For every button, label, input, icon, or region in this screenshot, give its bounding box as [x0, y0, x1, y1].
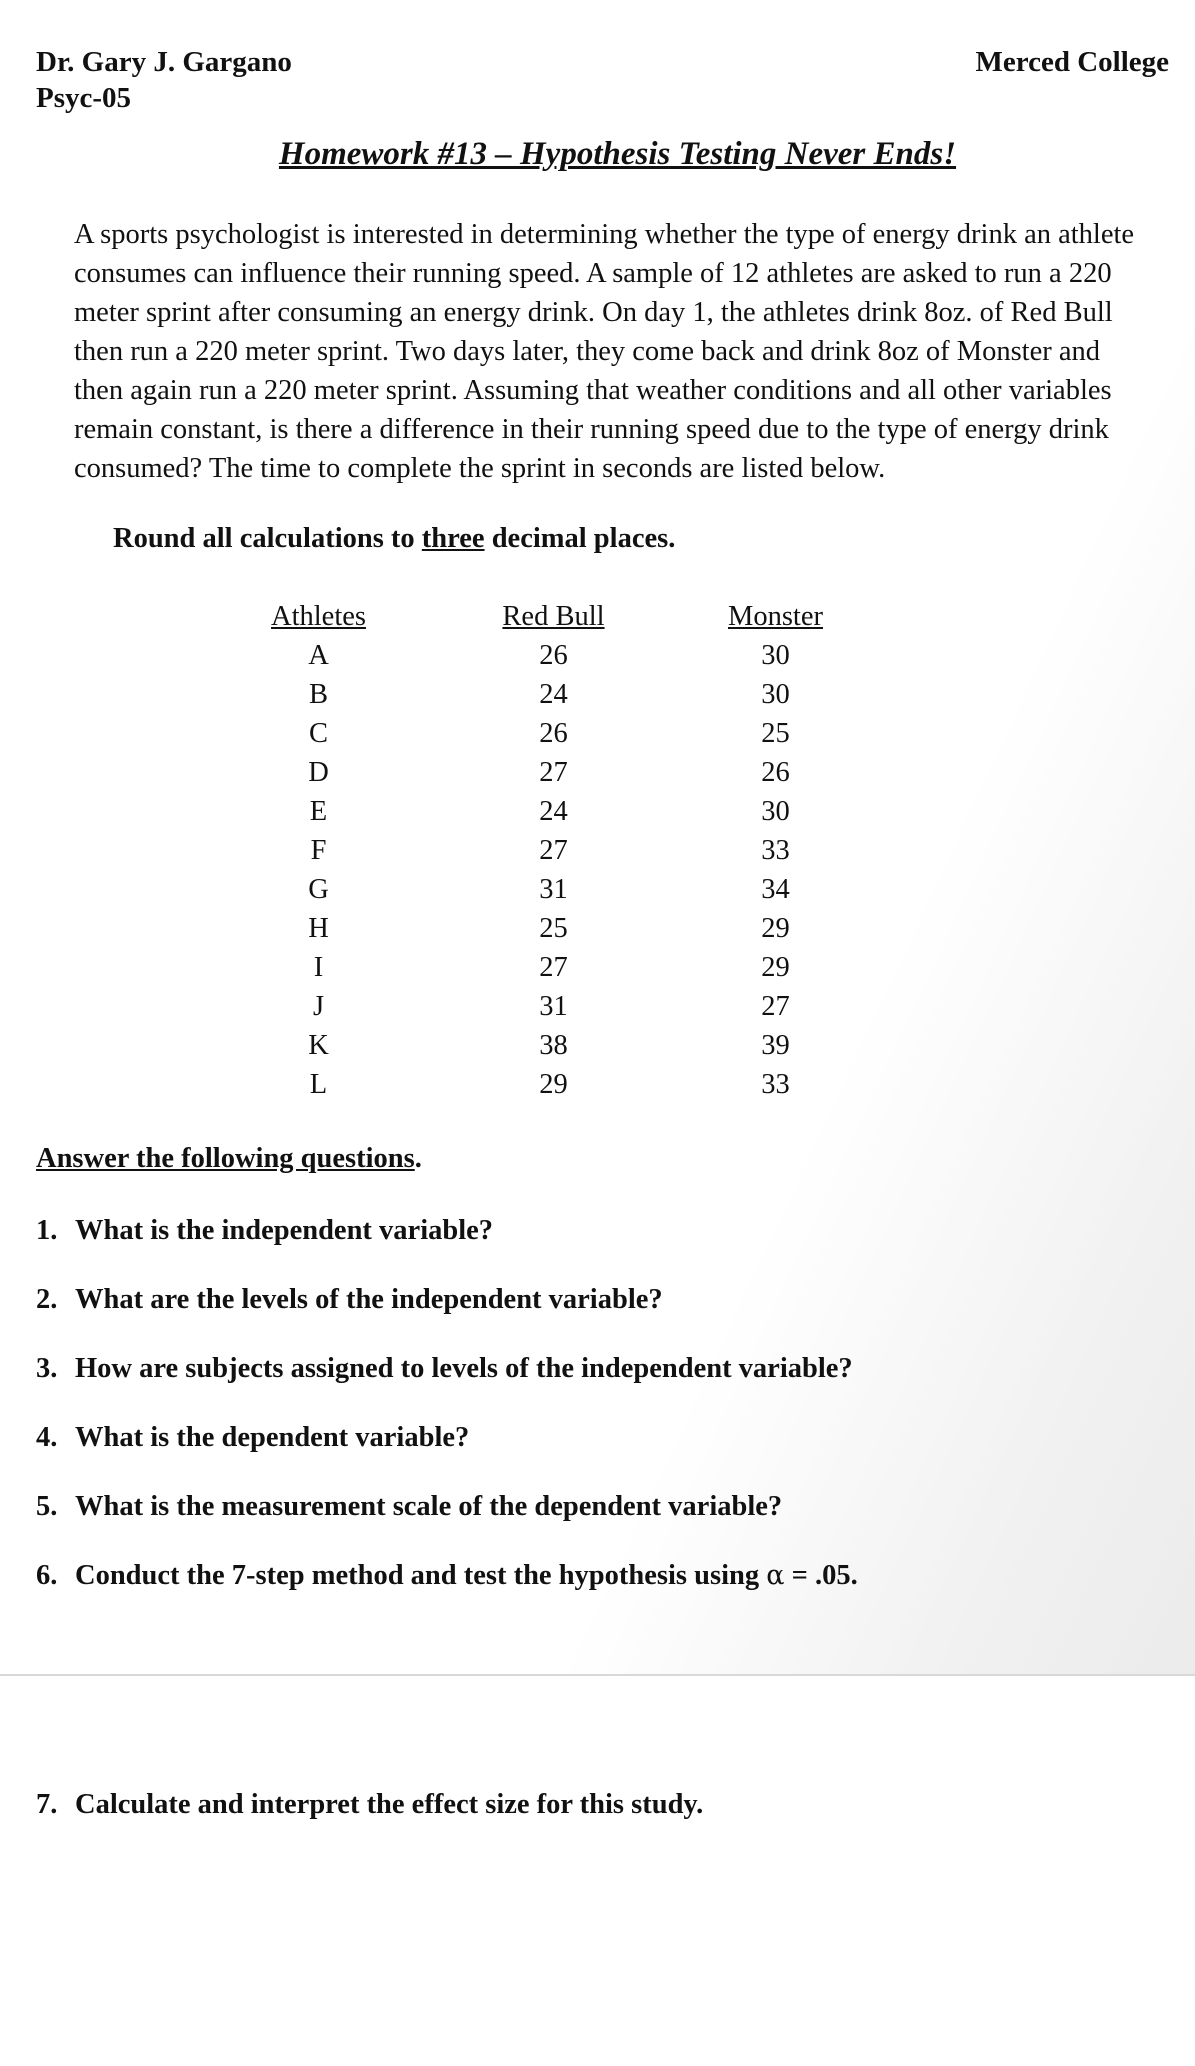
- table-row: [250, 831, 834, 870]
- athlete-cell: D: [308, 757, 329, 788]
- homework-title: Homework #13 – Hypothesis Testing Never Ends!: [278, 136, 957, 172]
- monster-time-cell: 29: [761, 952, 790, 983]
- monster-time-cell: 33: [761, 835, 790, 866]
- athlete-cell: G: [308, 874, 329, 905]
- question-text: What are the levels of the independent variable?: [75, 1284, 663, 1315]
- question-5: [36, 1488, 782, 1526]
- question-4: [36, 1419, 469, 1457]
- red-bull-time-cell: 25: [539, 913, 568, 944]
- red-bull-time-cell: 31: [539, 991, 568, 1022]
- rounding-instruction: [113, 520, 675, 558]
- rounding-text-before: Round all calculations to: [113, 523, 422, 554]
- course-code: Psyc-05: [36, 82, 132, 114]
- description-line: consumes can influence their running speed. A sample of 12 athletes are asked to run a 220: [74, 258, 1112, 289]
- monster-time-cell: 39: [761, 1030, 790, 1061]
- question-number: 7.: [36, 1789, 58, 1820]
- description-line: consumed? The time to complete the sprint in seconds are listed below.: [74, 453, 886, 484]
- question-number: 5.: [36, 1491, 58, 1522]
- question-1: [36, 1212, 493, 1250]
- athlete-cell: C: [308, 718, 328, 749]
- answer-heading: [36, 1140, 422, 1178]
- description-line: remain constant, is there a difference in their running speed due to the type of energy drink: [74, 414, 1109, 445]
- monster-time-cell: 34: [761, 874, 790, 905]
- header-left: [36, 44, 292, 116]
- rounding-text-after: decimal places.: [484, 523, 676, 554]
- table-body: [250, 636, 834, 1104]
- red-bull-time-cell: 27: [539, 757, 568, 788]
- monster-time-cell: 26: [761, 757, 790, 788]
- description-line: then again run a 220 meter sprint. Assuming that weather conditions and all other variables: [74, 375, 1112, 406]
- question-number: 3.: [36, 1353, 58, 1384]
- alpha-symbol: α: [766, 1560, 785, 1591]
- athlete-cell: I: [313, 952, 324, 983]
- description-line: A sports psychologist is interested in determining whether the type of energy drink an athlete: [74, 219, 1135, 250]
- red-bull-time-cell: 29: [539, 1069, 568, 1100]
- table-row: [250, 948, 834, 987]
- athlete-cell: A: [308, 640, 329, 671]
- red-bull-time-cell: 27: [539, 952, 568, 983]
- author-name: Dr. Gary J. Gargano: [36, 46, 292, 78]
- red-bull-time-cell: 26: [539, 718, 568, 749]
- column-header-athletes: Athletes: [271, 601, 366, 632]
- answer-heading-text: Answer the following questions: [36, 1143, 415, 1174]
- monster-time-cell: 25: [761, 718, 790, 749]
- athlete-cell: F: [310, 835, 327, 866]
- rounding-emphasis: three: [421, 523, 485, 554]
- table-row: [250, 909, 834, 948]
- page-break-divider: [0, 1674, 1195, 1676]
- table-row: [250, 753, 834, 792]
- table-row: [250, 1026, 834, 1065]
- sprint-times-table: [250, 597, 834, 1104]
- question-text: What is the dependent variable?: [75, 1422, 470, 1453]
- question-text: Calculate and interpret the effect size for this study.: [75, 1789, 704, 1820]
- column-header-red-bull: Red Bull: [502, 601, 605, 632]
- athlete-cell: K: [308, 1030, 329, 1061]
- question-number: 2.: [36, 1284, 58, 1315]
- question-number: 4.: [36, 1422, 58, 1453]
- question-3: [36, 1350, 853, 1388]
- question-text: What is the independent variable?: [75, 1215, 494, 1246]
- column-header-monster: Monster: [728, 601, 823, 632]
- description-line: then run a 220 meter sprint. Two days later, they come back and drink 8oz of Monster and: [74, 336, 1101, 367]
- athlete-cell: J: [312, 991, 325, 1022]
- question-text: What is the measurement scale of the dependent variable?: [75, 1491, 783, 1522]
- athlete-cell: E: [309, 796, 328, 827]
- institution-name: Merced College: [975, 46, 1169, 78]
- question-suffix: = .05.: [784, 1560, 858, 1591]
- athlete-cell: H: [308, 913, 329, 944]
- table-row: [250, 792, 834, 831]
- table-row: [250, 675, 834, 714]
- table-row: [250, 714, 834, 753]
- question-text: How are subjects assigned to levels of the independent variable?: [75, 1353, 853, 1384]
- monster-time-cell: 33: [761, 1069, 790, 1100]
- table-row: [250, 1065, 834, 1104]
- question-6: [36, 1557, 858, 1595]
- table-header-row: [250, 597, 834, 636]
- answer-heading-suffix: .: [414, 1143, 422, 1174]
- table-row: [250, 636, 834, 675]
- description-line: meter sprint after consuming an energy drink. On day 1, the athletes drink 8oz. of Red Bull: [74, 297, 1113, 328]
- monster-time-cell: 30: [761, 679, 790, 710]
- question-2: [36, 1281, 663, 1319]
- red-bull-time-cell: 38: [539, 1030, 568, 1061]
- monster-time-cell: 30: [761, 796, 790, 827]
- question-number: 1.: [36, 1215, 58, 1246]
- red-bull-time-cell: 24: [539, 796, 568, 827]
- red-bull-time-cell: 26: [539, 640, 568, 671]
- problem-description: [74, 215, 1195, 488]
- question-number: 6.: [36, 1560, 58, 1591]
- second-page-background: [0, 1676, 1195, 2066]
- question-7: [36, 1786, 703, 1824]
- monster-time-cell: 30: [761, 640, 790, 671]
- athlete-cell: L: [309, 1069, 328, 1100]
- table-row: [250, 987, 834, 1026]
- question-text: Conduct the 7-step method and test the hypothesis using: [75, 1560, 767, 1591]
- monster-time-cell: 29: [761, 913, 790, 944]
- monster-time-cell: 27: [761, 991, 790, 1022]
- red-bull-time-cell: 31: [539, 874, 568, 905]
- table-row: [250, 870, 834, 909]
- red-bull-time-cell: 27: [539, 835, 568, 866]
- athlete-cell: B: [308, 679, 328, 710]
- red-bull-time-cell: 24: [539, 679, 568, 710]
